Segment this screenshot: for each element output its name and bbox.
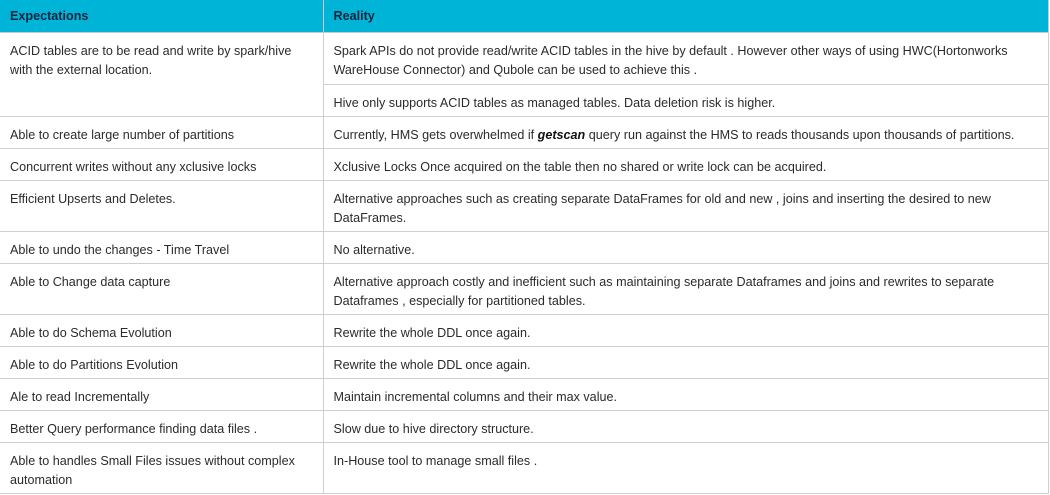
expectation-cell: Efficient Upserts and Deletes. (0, 181, 323, 232)
reality-cell: No alternative. (323, 232, 1048, 264)
table-row (0, 264, 1048, 315)
header-row (0, 0, 1048, 33)
reality-text-after: query run against the HMS to reads thousands upon thousands of partitions. (585, 128, 1015, 142)
reality-cell: Slow due to hive directory structure. (323, 411, 1048, 443)
table-row (0, 379, 1048, 411)
reality-cell (323, 117, 1048, 149)
table-row (0, 149, 1048, 181)
reality-cell: In-House tool to manage small files . (323, 443, 1048, 494)
reality-cell: Spark APIs do not provide read/write ACID tables in the hive by default . However other ways of using HWC(Hortonworks WareHouse Connector) and Qubole can be used to achieve this . (323, 33, 1048, 85)
reality-cell: Maintain incremental columns and their max value. (323, 379, 1048, 411)
reality-cell: Alternative approaches such as creating separate DataFrames for old and new , joins and inserting the desired to new DataFrames. (323, 181, 1048, 232)
reality-cell: Xclusive Locks Once acquired on the table then no shared or write lock can be acquired. (323, 149, 1048, 181)
table-row (0, 347, 1048, 379)
expectation-cell: Able to handles Small Files issues without complex automation (0, 443, 323, 494)
table-row (0, 181, 1048, 232)
expectation-cell: Able to do Schema Evolution (0, 315, 323, 347)
reality-cell: Rewrite the whole DDL once again. (323, 347, 1048, 379)
expectation-cell: Ale to read Incrementally (0, 379, 323, 411)
reality-text-before: Currently, HMS gets overwhelmed if (333, 128, 538, 142)
table-row (0, 315, 1048, 347)
reality-cell: Alternative approach costly and inefficient such as maintaining separate Dataframes and joins and rewrites to separate Dataframes , especially for partitioned tables. (323, 264, 1048, 315)
table-row (0, 33, 1048, 85)
expectation-cell: Concurrent writes without any xclusive locks (0, 149, 323, 181)
column-header-expectations: Expectations (0, 0, 323, 33)
table-row (0, 232, 1048, 264)
expectation-cell: Better Query performance finding data files . (0, 411, 323, 443)
reality-cell: Hive only supports ACID tables as managed tables. Data deletion risk is higher. (323, 85, 1048, 117)
column-header-reality: Reality (323, 0, 1048, 33)
expectation-cell: Able to create large number of partitions (0, 117, 323, 149)
expectation-cell: Able to do Partitions Evolution (0, 347, 323, 379)
table-row (0, 411, 1048, 443)
getscan-emphasis: getscan (537, 128, 586, 142)
table-row (0, 117, 1048, 149)
expectation-cell: ACID tables are to be read and write by spark/hive with the external location. (0, 33, 323, 117)
expectation-cell: Able to undo the changes - Time Travel (0, 232, 323, 264)
reality-cell: Rewrite the whole DDL once again. (323, 315, 1048, 347)
table-row (0, 443, 1048, 494)
expectation-cell: Able to Change data capture (0, 264, 323, 315)
